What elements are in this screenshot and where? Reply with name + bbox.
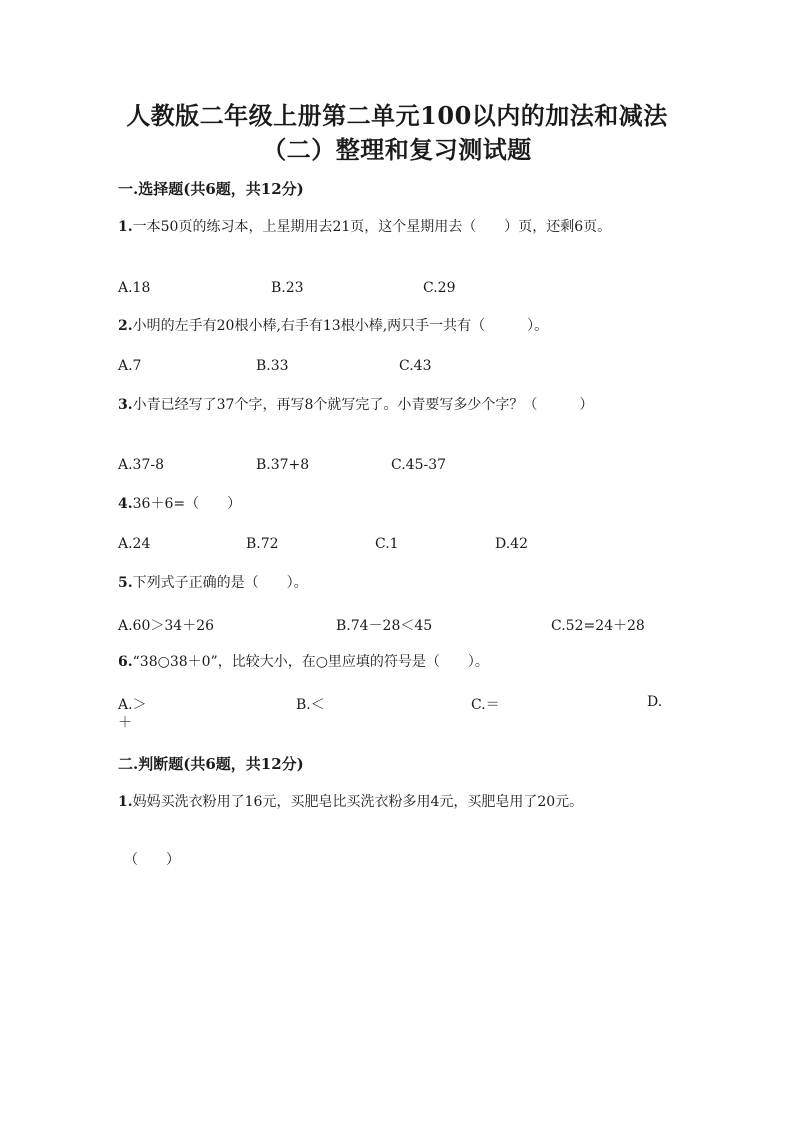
option-c: C.43 [399,358,432,374]
question-text: 小明的左手有20根小棒,右手有13根小棒,两只手一共有（ ）。 [132,318,549,334]
document-title-line-2: （二）整理和复习测试题 [262,135,532,164]
option-a: A.7 [118,358,142,374]
question-number: 1. [118,219,133,235]
option-a: A.37-8 [118,457,165,473]
question-text: 妈妈买洗衣粉用了16元，买肥皂比买洗衣粉多用4元，买肥皂用了20元。 [132,794,584,810]
tf-question-1 [118,792,670,812]
option-b: B.＜ [296,697,325,713]
question-6 [118,652,670,672]
question-1 [118,217,670,237]
question-text: 36＋6=（ ） [132,496,242,512]
question-number: 3. [118,397,133,413]
question-number: 2. [118,318,133,334]
option-c: C.45-37 [391,457,447,473]
question-text: 小青已经写了37个字，再写8个就写完了。小青要写多少个字？（ ） [132,397,594,413]
option-d: D.42 [495,536,528,552]
option-d-continued: ＋ [118,715,132,731]
question-3 [118,395,670,415]
option-c: C.52=24＋28 [551,618,645,634]
question-text: 一本50页的练习本，上星期用去21页，这个星期用去（ ）页，还剩6页。 [132,219,612,235]
option-a: A.24 [118,536,151,552]
option-a: A.60＞34＋26 [118,618,215,634]
question-number: 4. [118,496,133,512]
option-c: C.1 [375,536,399,552]
option-b: B.33 [256,358,289,374]
question-number: 1. [118,794,133,810]
option-d: D. [647,694,663,710]
answer-blank[interactable]: （ ） [124,852,180,868]
question-text: 下列式子正确的是（ ）。 [132,575,308,591]
question-5 [118,573,670,593]
option-c: C.29 [423,280,456,296]
option-a: A.18 [118,280,151,296]
option-b: B.23 [271,280,304,296]
option-b: B.74－28＜45 [336,618,433,634]
section-heading-multiple-choice: 一.选择题(共6题，共12分) [118,180,304,198]
section-heading-true-false: 二.判断题(共6题，共12分) [118,755,304,773]
document-title-line-1: 人教版二年级上册第二单元100以内的加法和减法 [126,101,668,130]
question-2 [118,316,670,336]
option-a: A.＞ [118,697,147,713]
question-number: 5. [118,575,133,591]
option-b: B.37+8 [256,457,310,473]
question-number: 6. [118,654,133,670]
question-4 [118,494,670,514]
question-text: “38○38＋0”，比较大小，在○里应填的符号是（ ）。 [132,654,489,670]
option-c: C.＝ [471,697,500,713]
option-b: B.72 [246,536,279,552]
